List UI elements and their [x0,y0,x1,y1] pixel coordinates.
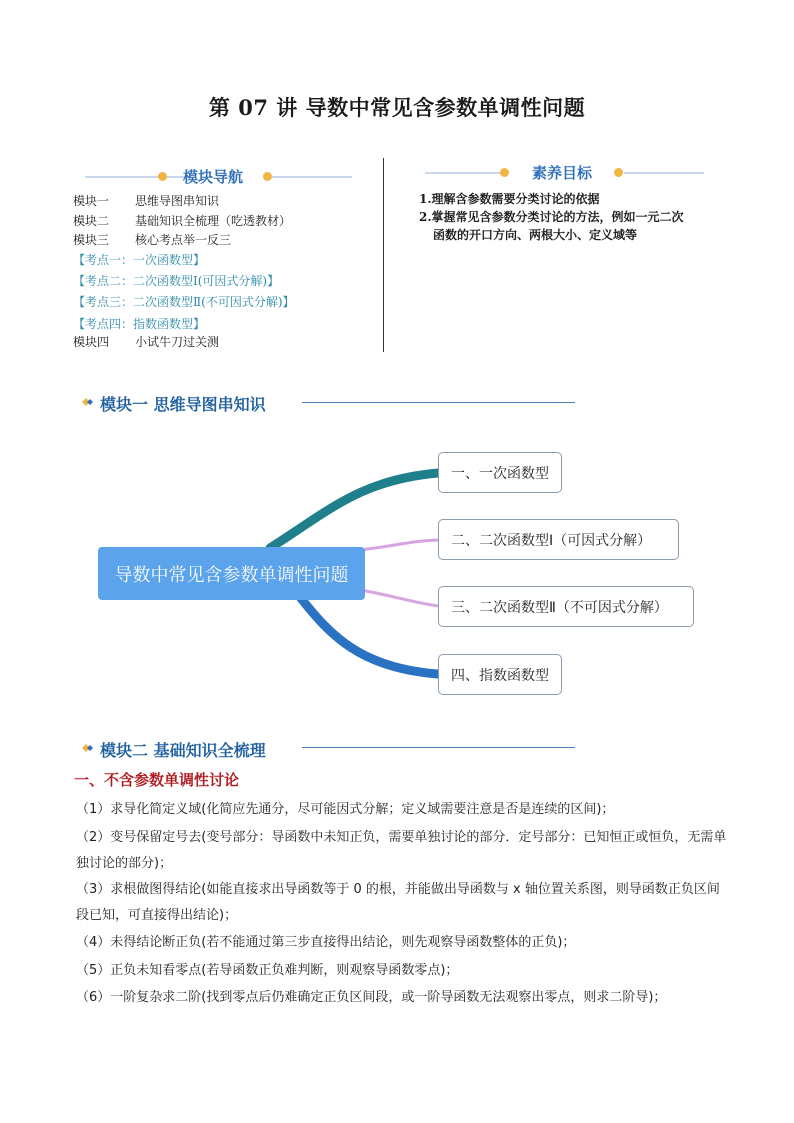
goal-item-1: 1.理解含参数需要分类讨论的依据 [419,192,600,206]
connector-4 [300,597,438,674]
paragraph-3: （3）求根做图得结论(如能直接求出导函数等于 0 的根，并能做出导函数与 x 轴位置关系图，则导函数正负区间段已知，可直接得出结论)； [76,882,720,923]
nav-deco-right [272,176,352,178]
nav-item-module4[interactable]: 模块四 小试牛刀过关测 [73,335,220,349]
section1-heading: 模块一 思维导图串知识 [100,395,266,414]
section2-heading: 模块二 基础知识全梳理 [100,741,266,760]
goals-deco-right [624,172,704,174]
connector-3 [360,590,438,606]
column-divider [383,158,384,352]
mindmap-branch-3: 三、二次函数型Ⅱ（不可因式分解） [438,586,694,627]
nav-dot-right [263,172,272,181]
nav-heading: 模块导航 [182,168,243,186]
goals-deco-left [425,172,505,174]
nav-kaodian-1[interactable]: 【考点一：一次函数型】 [73,253,206,267]
connector-2 [360,540,438,550]
paragraph-2: （2）变号保留定号去(变号部分：导函数中未知正负，需要单独讨论的部分．定号部分：已知恒正或恒负，无需单独讨论的部分)； [76,830,727,871]
paragraph-5: （5）正负未知看零点(若导函数正负难判断，则观察导函数零点)； [76,963,459,978]
goal-item-2: 2.掌握常见含参数分类讨论的方法，例如一元二次 [419,210,684,224]
nav-kaodian-2[interactable]: 【考点二：二次函数型Ⅰ(可因式分解)】 [73,274,280,288]
section1-rule [302,402,575,403]
section2-subheading: 一、不含参数单调性讨论 [74,771,240,789]
mindmap-branch-1: 一、一次函数型 [438,452,562,493]
paragraph-4: （4）未得结论断正负(若不能通过第三步直接得出结论，则先观察导函数整体的正负)； [76,935,576,950]
page-title: 第 07 讲 导数中常见含参数单调性问题 [208,95,586,120]
goals-dot-right [614,168,623,177]
nav-kaodian-4[interactable]: 【考点四：指数函数型】 [73,317,206,331]
goal-item-3: 函数的开口方向、两根大小、定义域等 [433,228,638,242]
mindmap-branch-4: 四、指数函数型 [438,654,562,695]
goals-dot-left [500,168,509,177]
nav-item-module1[interactable]: 模块一 思维导图串知识 [73,194,220,208]
nav-item-module2[interactable]: 模块二 基础知识全梳理（吃透教材） [73,214,292,228]
paragraph-1: （1）求导化简定义域(化简应先通分，尽可能因式分解；定义域需要注意是否是连续的区间)； [76,802,615,817]
diamond-icon [78,395,96,409]
paragraph-6: （6）一阶复杂求二阶(找到零点后仍难确定正负区间段，或一阶导函数无法观察出零点，则求二阶导)； [76,990,667,1005]
connector-1 [270,473,438,548]
nav-item-module3[interactable]: 模块三 核心考点举一反三 [73,233,232,247]
mindmap-root: 导数中常见含参数单调性问题 [98,547,365,600]
nav-kaodian-3[interactable]: 【考点三：二次函数型Ⅱ(不可因式分解)】 [73,295,295,309]
goals-heading: 素养目标 [531,164,592,182]
diamond-icon [78,741,96,755]
section2-rule [302,747,575,748]
mindmap-branch-2: 二、二次函数型Ⅰ（可因式分解） [438,519,679,560]
